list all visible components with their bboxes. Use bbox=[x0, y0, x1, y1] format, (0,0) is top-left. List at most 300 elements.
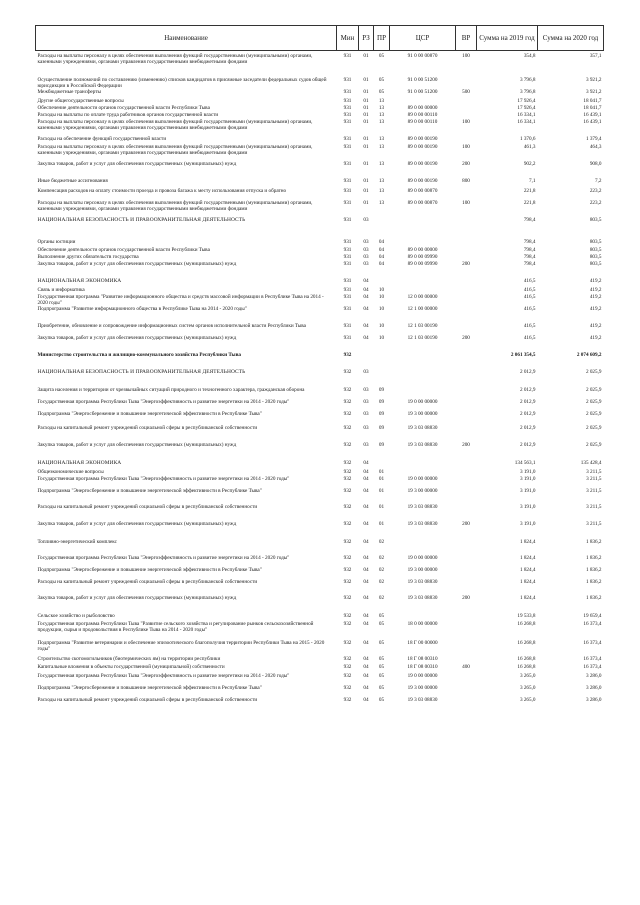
cell-name: Обеспечение деятельности органов государственной власти Республики Тыва bbox=[37, 105, 210, 111]
cell-csr: 19 0 00 00000 bbox=[407, 476, 438, 482]
cell-name: Расходы на выплаты персоналу в целях обеспечения выполнения функций государственными (муниципальными) органами, казенными учреждениями, органами управления государственными внебюджетными фондами bbox=[37, 53, 313, 65]
cell-name: Компенсация расходов на оплату стоимости проезда и провоза багажа к месту использования отпуска и обратно bbox=[37, 188, 287, 194]
cell-sum-2019: 461,3 bbox=[523, 144, 536, 150]
cell-min: 931 bbox=[343, 278, 352, 284]
cell-sum-2019: 3 796,8 bbox=[519, 89, 536, 95]
cell-vr: 500 bbox=[462, 89, 470, 95]
table-row bbox=[36, 217, 604, 239]
cell-min: 932 bbox=[343, 664, 352, 670]
cell-csr: 89 0 00 00000 bbox=[407, 247, 438, 253]
cell-sum-2020: 1 836,2 bbox=[585, 595, 602, 601]
cell-vr: 100 bbox=[462, 144, 470, 150]
cell-csr: 18 Г 00 00000 bbox=[407, 640, 438, 646]
cell-sum-2019: 2 012,9 bbox=[519, 442, 536, 448]
cell-pr: 05 bbox=[378, 640, 385, 646]
cell-name: НАЦИОНАЛЬНАЯ ЭКОНОМИКА bbox=[37, 278, 122, 284]
cell-min: 932 bbox=[343, 352, 352, 358]
cell-rz: 04 bbox=[363, 521, 369, 527]
cell-name: Закупка товаров, работ и услуг для обеспечения государственных (муниципальных) нужд bbox=[37, 261, 237, 267]
cell-sum-2020: 3 286,0 bbox=[585, 673, 602, 679]
cell-pr: 02 bbox=[378, 539, 385, 545]
table-row bbox=[36, 335, 604, 352]
cell-name: Выполнение других обязательств государства bbox=[37, 254, 139, 260]
table-body bbox=[36, 51, 604, 715]
cell-pr: 10 bbox=[378, 294, 385, 300]
cell-sum-2020: 223,2 bbox=[589, 188, 602, 194]
cell-pr: 09 bbox=[378, 425, 385, 431]
cell-vr bbox=[456, 476, 477, 488]
cell-vr bbox=[456, 254, 477, 261]
cell-rz: 04 bbox=[363, 294, 369, 300]
cell-rz: 04 bbox=[363, 469, 369, 475]
cell-sum-2019: 2 012,9 bbox=[519, 369, 536, 375]
cell-name: Подпрограмма "Энергосбережение и повышение энергетической эффективности в Республике Тыва" bbox=[37, 488, 262, 494]
cell-pr: 05 bbox=[378, 89, 385, 95]
cell-name: Строительство скотомогильников (биотермических ям) на территории республики bbox=[37, 656, 221, 662]
cell-sum-2019: 3 265,0 bbox=[519, 673, 536, 679]
cell-min: 932 bbox=[343, 579, 352, 585]
cell-csr: 19 3 00 00000 bbox=[407, 488, 438, 494]
cell-sum-2020: 3 921,2 bbox=[585, 77, 602, 83]
cell-csr bbox=[390, 352, 456, 369]
cell-sum-2019: 1 824,4 bbox=[519, 539, 536, 545]
cell-pr: 13 bbox=[378, 188, 385, 194]
cell-vr bbox=[456, 411, 477, 425]
cell-pr: 05 bbox=[378, 656, 385, 662]
cell-sum-2019: 3 191,0 bbox=[519, 521, 536, 527]
cell-name: Подпрограмма "Развитие информационного общества в Республике Тыва на 2014 - 2020 годы" bbox=[37, 306, 247, 312]
cell-rz: 01 bbox=[363, 200, 369, 206]
cell-rz: 04 bbox=[363, 306, 369, 312]
cell-pr: 09 bbox=[378, 387, 385, 393]
cell-min: 931 bbox=[343, 217, 352, 223]
cell-vr: 200 bbox=[462, 161, 470, 167]
cell-pr: 13 bbox=[378, 98, 385, 104]
cell-sum-2019: 416,5 bbox=[523, 294, 536, 300]
table-row bbox=[36, 539, 604, 555]
cell-rz: 01 bbox=[363, 98, 369, 104]
cell-min: 931 bbox=[343, 287, 352, 293]
cell-pr: 01 bbox=[378, 469, 385, 475]
cell-rz: 04 bbox=[363, 656, 369, 662]
cell-csr bbox=[390, 98, 456, 105]
table-row bbox=[36, 488, 604, 504]
cell-csr: 12 0 00 00000 bbox=[407, 294, 438, 300]
cell-rz: 04 bbox=[363, 621, 369, 627]
cell-sum-2020: 16 373,4 bbox=[583, 640, 602, 646]
cell-csr bbox=[390, 613, 456, 621]
cell-sum-2019: 1 824,4 bbox=[519, 595, 536, 601]
cell-name: Обеспечение деятельности органов государственной власти Республики Тыва bbox=[37, 247, 210, 253]
cell-name: Приобретение, обновление и сопровождение информационных систем органов исполнительной власти Республики Тыва bbox=[37, 323, 306, 329]
budget-table bbox=[35, 25, 604, 714]
cell-csr: 18 Г 08 00310 bbox=[407, 656, 438, 662]
cell-sum-2019: 902,2 bbox=[523, 161, 536, 167]
cell-sum-2020: 3 286,0 bbox=[585, 685, 602, 691]
cell-csr: 89 0 00 00190 bbox=[407, 144, 438, 150]
cell-min: 931 bbox=[343, 239, 352, 245]
cell-pr: 02 bbox=[378, 567, 385, 573]
cell-vr bbox=[456, 136, 477, 144]
cell-sum-2019: 3 265,0 bbox=[519, 697, 536, 703]
cell-sum-2020: 419,2 bbox=[589, 306, 602, 312]
cell-csr: 19 3 03 08830 bbox=[407, 697, 438, 703]
cell-rz: 04 bbox=[363, 697, 369, 703]
cell-pr: 04 bbox=[378, 254, 385, 260]
cell-name: НАЦИОНАЛЬНАЯ ЭКОНОМИКА bbox=[37, 460, 122, 466]
cell-csr: 19 0 00 00000 bbox=[407, 399, 438, 405]
table-header-row bbox=[36, 26, 604, 51]
cell-pr: 09 bbox=[378, 442, 385, 448]
cell-sum-2020: 3 211,5 bbox=[586, 488, 602, 494]
cell-min: 931 bbox=[343, 53, 352, 59]
cell-sum-2020: 7,2 bbox=[595, 178, 602, 184]
cell-csr bbox=[390, 469, 456, 476]
cell-sum-2020: 2 025,9 bbox=[585, 369, 602, 375]
cell-min: 932 bbox=[343, 539, 352, 545]
cell-csr: 12 1 00 00000 bbox=[407, 306, 438, 312]
cell-vr bbox=[456, 579, 477, 595]
cell-vr bbox=[456, 613, 477, 621]
table-row bbox=[36, 98, 604, 105]
cell-rz: 03 bbox=[363, 387, 369, 393]
cell-min: 932 bbox=[343, 425, 352, 431]
cell-min: 932 bbox=[343, 685, 352, 691]
cell-rz: 01 bbox=[363, 53, 369, 59]
cell-sum-2020: 1 836,2 bbox=[585, 555, 602, 561]
cell-sum-2020: 2 025,9 bbox=[585, 387, 602, 393]
cell-min: 932 bbox=[343, 488, 352, 494]
cell-name: Государственная программа Республики Тыва "Энергоэффективность и развитие энергетики на 2014 - 2020 годы" bbox=[37, 673, 290, 679]
cell-sum-2019: 416,5 bbox=[523, 323, 536, 329]
cell-rz: 03 bbox=[363, 442, 369, 448]
cell-sum-2020: 3 921,2 bbox=[585, 89, 602, 95]
cell-vr: 200 bbox=[462, 442, 470, 448]
cell-sum-2020: 1 379,4 bbox=[585, 136, 602, 142]
cell-sum-2020: 16 373,4 bbox=[583, 621, 602, 627]
cell-sum-2020: 223,2 bbox=[589, 200, 602, 206]
cell-sum-2019: 3 191,0 bbox=[519, 469, 536, 475]
cell-pr: 13 bbox=[378, 200, 385, 206]
cell-sum-2019: 3 191,0 bbox=[519, 488, 536, 494]
cell-sum-2019: 1 824,4 bbox=[519, 555, 536, 561]
cell-min: 932 bbox=[343, 640, 352, 646]
cell-vr bbox=[456, 425, 477, 442]
cell-sum-2020: 1 836,2 bbox=[585, 579, 602, 585]
cell-csr: 89 0 00 00110 bbox=[407, 112, 438, 118]
cell-vr bbox=[456, 369, 477, 387]
cell-pr bbox=[374, 217, 390, 239]
cell-name: Расходы на капитальный ремонт учреждений социальной сферы в республиканской собственности bbox=[37, 697, 258, 703]
cell-min: 931 bbox=[343, 77, 352, 83]
cell-pr: 05 bbox=[378, 664, 385, 670]
cell-pr: 02 bbox=[378, 595, 385, 601]
cell-min: 932 bbox=[343, 621, 352, 627]
cell-vr bbox=[456, 504, 477, 521]
cell-pr: 10 bbox=[378, 335, 385, 341]
cell-csr bbox=[390, 239, 456, 247]
cell-min: 932 bbox=[343, 476, 352, 482]
cell-csr: 19 3 03 08830 bbox=[407, 504, 438, 510]
cell-sum-2019: 2 012,9 bbox=[519, 425, 536, 431]
cell-vr: 200 bbox=[462, 521, 470, 527]
cell-sum-2019: 798,4 bbox=[523, 217, 536, 223]
cell-name: Государственная программа "Развитие информационного общества и средств массовой информации в Республике Тыва на 2014 - 2020 годы" bbox=[37, 294, 324, 306]
cell-sum-2020: 19 659,4 bbox=[583, 613, 602, 619]
cell-min: 932 bbox=[343, 469, 352, 475]
cell-name: Подпрограмма "Энергосбережение и повышение энергетической эффективности в Республике Тыва" bbox=[37, 411, 262, 417]
cell-sum-2019: 1 824,4 bbox=[519, 567, 536, 573]
cell-vr bbox=[456, 685, 477, 697]
cell-vr bbox=[456, 460, 477, 469]
cell-name: Закупка товаров, работ и услуг для обеспечения государственных (муниципальных) нужд bbox=[37, 161, 237, 167]
cell-pr: 13 bbox=[378, 136, 385, 142]
cell-vr bbox=[456, 188, 477, 200]
cell-csr: 89 0 00 00190 bbox=[407, 178, 438, 184]
table-row bbox=[36, 621, 604, 640]
table-row bbox=[36, 188, 604, 200]
cell-sum-2019: 221,8 bbox=[523, 200, 536, 206]
cell-sum-2019: 1 370,6 bbox=[519, 136, 536, 142]
cell-pr: 05 bbox=[378, 673, 385, 679]
cell-rz: 04 bbox=[363, 488, 369, 494]
cell-rz: 04 bbox=[363, 460, 369, 466]
cell-csr: 91 0 00 00870 bbox=[407, 53, 438, 59]
cell-csr: 89 0 00 00190 bbox=[407, 161, 438, 167]
cell-pr: 01 bbox=[378, 521, 385, 527]
cell-vr: 200 bbox=[462, 335, 470, 341]
cell-min: 931 bbox=[343, 89, 352, 95]
cell-name: Капитальные вложения в объекты государственной (муниципальной) собственности bbox=[37, 664, 225, 670]
cell-sum-2020: 2 074 609,2 bbox=[576, 352, 602, 358]
table-row bbox=[36, 287, 604, 294]
cell-sum-2020: 908,0 bbox=[589, 161, 602, 167]
cell-rz: 04 bbox=[363, 664, 369, 670]
cell-csr: 12 1 03 00190 bbox=[407, 335, 438, 341]
cell-sum-2020: 2 025,9 bbox=[585, 425, 602, 431]
cell-pr bbox=[374, 352, 390, 369]
cell-csr: 89 0 00 00110 bbox=[407, 119, 438, 125]
cell-rz: 04 bbox=[363, 278, 369, 284]
cell-sum-2019: 798,4 bbox=[523, 254, 536, 260]
cell-name: Закупка товаров, работ и услуг для обеспечения государственных (муниципальных) нужд bbox=[37, 595, 237, 601]
col-header-csr: ЦСР bbox=[390, 26, 456, 51]
cell-pr: 10 bbox=[378, 323, 385, 329]
cell-sum-2020: 1 836,2 bbox=[585, 539, 602, 545]
cell-pr: 10 bbox=[378, 287, 385, 293]
cell-pr: 02 bbox=[378, 579, 385, 585]
cell-sum-2019: 134 563,1 bbox=[514, 460, 536, 466]
cell-sum-2019: 3 796,8 bbox=[519, 77, 536, 83]
cell-csr: 91 0 00 51200 bbox=[407, 77, 438, 83]
table-row bbox=[36, 555, 604, 567]
cell-csr: 19 3 00 00000 bbox=[407, 685, 438, 691]
cell-sum-2020: 18 041,7 bbox=[583, 98, 602, 104]
cell-name: НАЦИОНАЛЬНАЯ БЕЗОПАСНОСТЬ И ПРАВООХРАНИТЕЛЬНАЯ ДЕЯТЕЛЬНОСТЬ bbox=[37, 369, 246, 375]
cell-pr: 13 bbox=[378, 161, 385, 167]
cell-sum-2020: 803,5 bbox=[589, 239, 602, 245]
cell-min: 932 bbox=[343, 697, 352, 703]
cell-csr: 12 1 03 00190 bbox=[407, 323, 438, 329]
cell-rz: 01 bbox=[363, 119, 369, 125]
table-row bbox=[36, 595, 604, 613]
cell-sum-2020: 3 211,5 bbox=[586, 504, 602, 510]
cell-sum-2020: 18 041,7 bbox=[583, 105, 602, 111]
cell-sum-2020: 3 211,5 bbox=[586, 476, 602, 482]
cell-rz: 04 bbox=[363, 673, 369, 679]
table-row bbox=[36, 247, 604, 254]
cell-rz: 03 bbox=[363, 411, 369, 417]
table-row bbox=[36, 261, 604, 278]
cell-vr: 800 bbox=[462, 178, 470, 184]
cell-name: Сельское хозяйство и рыболовство bbox=[37, 613, 115, 619]
cell-name: Закупка товаров, работ и услуг для обеспечения государственных (муниципальных) нужд bbox=[37, 521, 237, 527]
cell-vr: 100 bbox=[462, 53, 470, 59]
cell-sum-2019: 416,5 bbox=[523, 335, 536, 341]
table-row bbox=[36, 613, 604, 621]
table-row bbox=[36, 369, 604, 387]
table-row bbox=[36, 294, 604, 306]
cell-name: Расходы на капитальный ремонт учреждений социальной сферы в республиканской собственности bbox=[37, 425, 258, 431]
cell-rz: 03 bbox=[363, 254, 369, 260]
cell-sum-2019: 16 268,8 bbox=[517, 621, 536, 627]
cell-sum-2019: 2 012,9 bbox=[519, 399, 536, 405]
cell-min: 932 bbox=[343, 411, 352, 417]
cell-pr: 05 bbox=[378, 697, 385, 703]
cell-sum-2020: 419,2 bbox=[589, 323, 602, 329]
cell-vr bbox=[456, 287, 477, 294]
cell-sum-2020: 419,2 bbox=[589, 294, 602, 300]
table-row bbox=[36, 387, 604, 399]
cell-vr bbox=[456, 323, 477, 335]
cell-sum-2019: 17 926,4 bbox=[517, 98, 536, 104]
cell-vr bbox=[456, 77, 477, 89]
cell-name: Органы юстиции bbox=[37, 239, 76, 245]
col-header-sum-2019: Сумма на 2019 год bbox=[477, 26, 538, 51]
cell-sum-2019: 416,5 bbox=[523, 278, 536, 284]
cell-name: Государственная программа Республики Тыва "Энергоэффективность и развитие энергетики на 2014 - 2020 годы" bbox=[37, 476, 290, 482]
table-row bbox=[36, 119, 604, 136]
cell-rz: 04 bbox=[363, 504, 369, 510]
cell-min: 931 bbox=[343, 98, 352, 104]
cell-min: 932 bbox=[343, 460, 352, 466]
cell-pr bbox=[374, 369, 390, 387]
cell-name: Расходы на обеспечение функций государственной власти bbox=[37, 136, 167, 142]
cell-rz bbox=[359, 352, 374, 369]
cell-sum-2020: 2 025,9 bbox=[585, 442, 602, 448]
table-row bbox=[36, 567, 604, 579]
cell-pr: 01 bbox=[378, 476, 385, 482]
cell-vr bbox=[456, 673, 477, 685]
cell-min: 931 bbox=[343, 136, 352, 142]
cell-pr: 05 bbox=[378, 613, 385, 619]
table-row bbox=[36, 239, 604, 247]
cell-sum-2020: 803,5 bbox=[589, 254, 602, 260]
table-row bbox=[36, 178, 604, 188]
cell-sum-2019: 2 061 354,5 bbox=[510, 352, 536, 358]
cell-min: 932 bbox=[343, 613, 352, 619]
cell-name: Подпрограмма "Энергосбережение и повышение энергетической эффективности в Республике Тыва" bbox=[37, 567, 262, 573]
cell-csr bbox=[390, 217, 456, 239]
cell-sum-2020: 2 025,9 bbox=[585, 399, 602, 405]
table-row bbox=[36, 254, 604, 261]
cell-csr bbox=[390, 278, 456, 287]
cell-csr: 19 3 03 08830 bbox=[407, 425, 438, 431]
cell-min: 931 bbox=[343, 247, 352, 253]
cell-min: 931 bbox=[343, 323, 352, 329]
cell-min: 932 bbox=[343, 504, 352, 510]
cell-sum-2019: 416,5 bbox=[523, 287, 536, 293]
col-header-min: Мин bbox=[337, 26, 359, 51]
cell-vr bbox=[456, 239, 477, 247]
table-row bbox=[36, 161, 604, 178]
cell-sum-2019: 16 268,8 bbox=[517, 656, 536, 662]
cell-csr bbox=[390, 369, 456, 387]
cell-csr: 89 0 00 00870 bbox=[407, 200, 438, 206]
cell-min: 932 bbox=[343, 399, 352, 405]
table-row bbox=[36, 144, 604, 161]
col-header-pr: ПР bbox=[374, 26, 390, 51]
cell-pr bbox=[374, 278, 390, 287]
cell-sum-2019: 16 334,1 bbox=[517, 112, 536, 118]
table-row bbox=[36, 640, 604, 656]
cell-pr: 04 bbox=[378, 239, 385, 245]
cell-vr bbox=[456, 98, 477, 105]
cell-rz: 01 bbox=[363, 105, 369, 111]
cell-name: Расходы на капитальный ремонт учреждений социальной сферы в республиканской собственности bbox=[37, 579, 258, 585]
cell-sum-2019: 16 268,8 bbox=[517, 664, 536, 670]
cell-min: 932 bbox=[343, 555, 352, 561]
cell-pr: 13 bbox=[378, 178, 385, 184]
cell-rz: 01 bbox=[363, 144, 369, 150]
col-header-sum-2020: Сумма на 2020 год bbox=[538, 26, 604, 51]
cell-pr bbox=[374, 460, 390, 469]
cell-sum-2020: 803,5 bbox=[589, 217, 602, 223]
cell-min: 932 bbox=[343, 595, 352, 601]
cell-min: 932 bbox=[343, 442, 352, 448]
cell-pr: 05 bbox=[378, 621, 385, 627]
cell-name: Расходы на выплаты персоналу в целях обеспечения выполнения функций государственными (муниципальными) органами, казенными учреждениями, органами управления государственными внебюджетными фондами bbox=[37, 119, 313, 131]
cell-vr: 200 bbox=[462, 595, 470, 601]
cell-sum-2020: 419,2 bbox=[589, 278, 602, 284]
cell-min: 931 bbox=[343, 200, 352, 206]
cell-name: Связь и информатика bbox=[37, 287, 85, 293]
cell-sum-2019: 2 012,9 bbox=[519, 411, 536, 417]
cell-name: Межбюджетные трансферты bbox=[37, 89, 102, 95]
cell-rz: 01 bbox=[363, 89, 369, 95]
cell-min: 932 bbox=[343, 369, 352, 375]
cell-vr bbox=[456, 217, 477, 239]
cell-min: 931 bbox=[343, 294, 352, 300]
cell-pr: 13 bbox=[378, 144, 385, 150]
table-row bbox=[36, 656, 604, 664]
cell-pr: 04 bbox=[378, 261, 385, 267]
cell-name: НАЦИОНАЛЬНАЯ БЕЗОПАСНОСТЬ И ПРАВООХРАНИТЕЛЬНАЯ ДЕЯТЕЛЬНОСТЬ bbox=[37, 217, 246, 223]
cell-name: Расходы на капитальный ремонт учреждений социальной сферы в республиканской собственности bbox=[37, 504, 258, 510]
cell-min: 931 bbox=[343, 306, 352, 312]
cell-name: Государственная программа Республики Тыва "Энергоэффективность и развитие энергетики на 2014 - 2020 годы" bbox=[37, 555, 290, 561]
cell-vr bbox=[456, 469, 477, 476]
cell-csr: 19 3 03 08830 bbox=[407, 595, 438, 601]
cell-sum-2019: 7,1 bbox=[529, 178, 536, 184]
cell-sum-2020: 419,2 bbox=[589, 335, 602, 341]
cell-vr bbox=[456, 352, 477, 369]
cell-rz: 04 bbox=[363, 579, 369, 585]
cell-name: Защита населения и территории от чрезвычайных ситуаций природного и техногенного характера, гражданская оборона bbox=[37, 387, 305, 393]
cell-vr bbox=[456, 656, 477, 664]
cell-min: 932 bbox=[343, 567, 352, 573]
cell-sum-2019: 354,8 bbox=[523, 53, 536, 59]
